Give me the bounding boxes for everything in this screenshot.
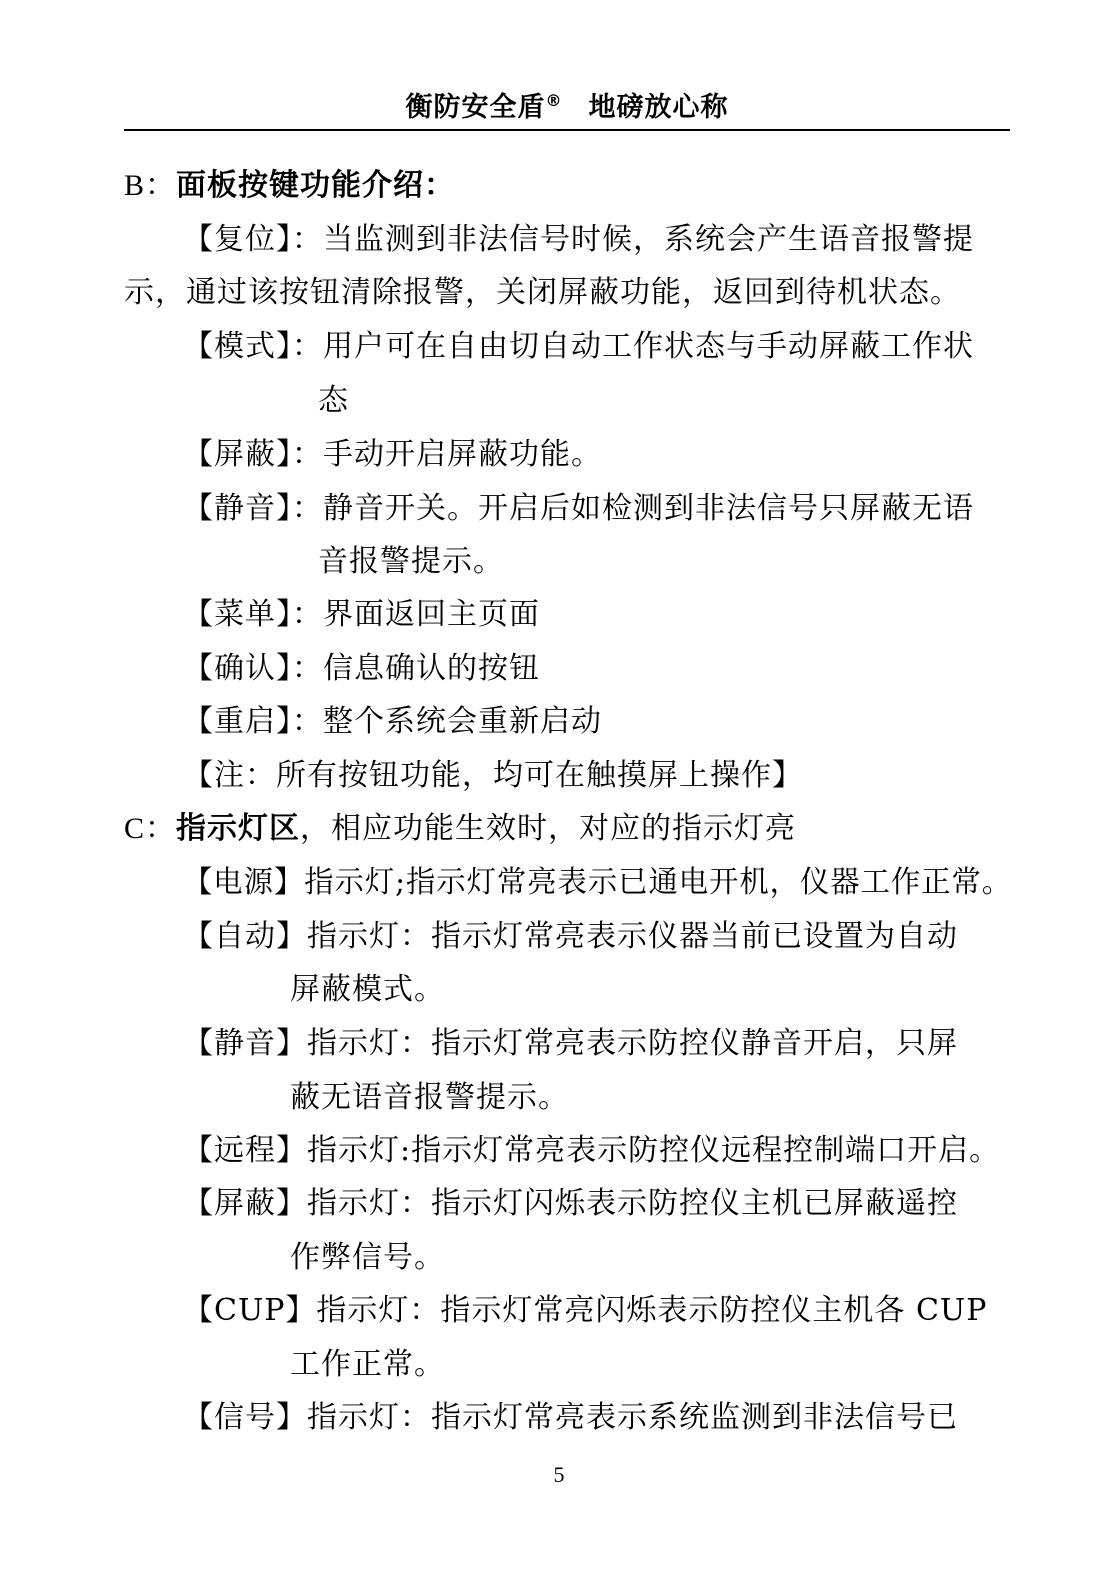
section-c-heading: [124, 809, 796, 849]
page-header: [124, 90, 1010, 126]
section-c-line: 【电源】指示灯;指示灯常亮表示已通电开机，仪器工作正常。: [183, 865, 1013, 900]
section-c-line: 【静音】指示灯：指示灯常亮表示防控仪静音开启，只屏: [183, 1026, 958, 1061]
section-c-line: 屏蔽模式。: [290, 972, 445, 1007]
section-c-line: 【远程】指示灯:指示灯常亮表示防控仪远程控制端口开启。: [183, 1133, 1001, 1168]
section-b-line: 【菜单】：界面返回主页面: [183, 597, 540, 632]
section-b-letter: B: [124, 169, 146, 202]
header-brand: 衡防安全盾: [405, 92, 546, 123]
section-c-line: 【屏蔽】指示灯：指示灯闪烁表示防控仪主机已屏蔽遥控: [183, 1186, 958, 1221]
section-b-colon: ：: [145, 168, 177, 203]
header-divider: [124, 129, 1010, 131]
section-b-line: 【重启】：整个系统会重新启动: [183, 704, 602, 739]
section-b-line: 示，通过该按钮清除报警，关闭屏蔽功能，返回到待机状态。: [124, 275, 961, 310]
section-b-line: 【屏蔽】：手动开启屏蔽功能。: [183, 437, 602, 472]
section-b-heading: [124, 166, 455, 206]
section-b-line: 【静音】：静音开关。开启后如检测到非法信号只屏蔽无语: [183, 491, 974, 526]
section-b-line: 态: [318, 383, 349, 418]
section-c-subtitle: ，相应功能生效时，对应的指示灯亮: [300, 811, 797, 846]
registered-mark: ®: [545, 91, 563, 110]
section-c-line: 工作正常。: [290, 1347, 445, 1382]
section-c-line: 【自动】指示灯：指示灯常亮表示仪器当前已设置为自动: [183, 919, 958, 954]
section-b-title: 面板按键功能介绍：: [176, 168, 456, 203]
section-b-line: 音报警提示。: [318, 544, 504, 579]
section-b-note: 【注：所有按钮功能，均可在触摸屏上操作】: [183, 758, 803, 793]
section-c-line: 蔽无语音报警提示。: [290, 1080, 569, 1115]
section-c-line: 【信号】指示灯：指示灯常亮表示系统监测到非法信号已: [183, 1400, 958, 1435]
section-c-line: 作弊信号。: [290, 1240, 445, 1275]
section-c-line: 【CUP】指示灯：指示灯常亮闪烁表示防控仪主机各 CUP: [183, 1293, 988, 1328]
section-c-title: 指示灯区: [176, 811, 301, 846]
header-product: 地磅放心称: [588, 92, 729, 123]
section-b-line: 【确认】：信息确认的按钮: [183, 651, 540, 686]
section-c-colon: ：: [145, 811, 177, 846]
section-b-line: 【模式】：用户可在自由切自动工作状态与手动屏蔽工作状: [183, 329, 974, 364]
page-number: 5: [553, 1462, 565, 1487]
section-c-letter: C: [124, 812, 146, 845]
section-b-line: 【复位】：当监测到非法信号时候，系统会产生语音报警提: [183, 222, 974, 257]
